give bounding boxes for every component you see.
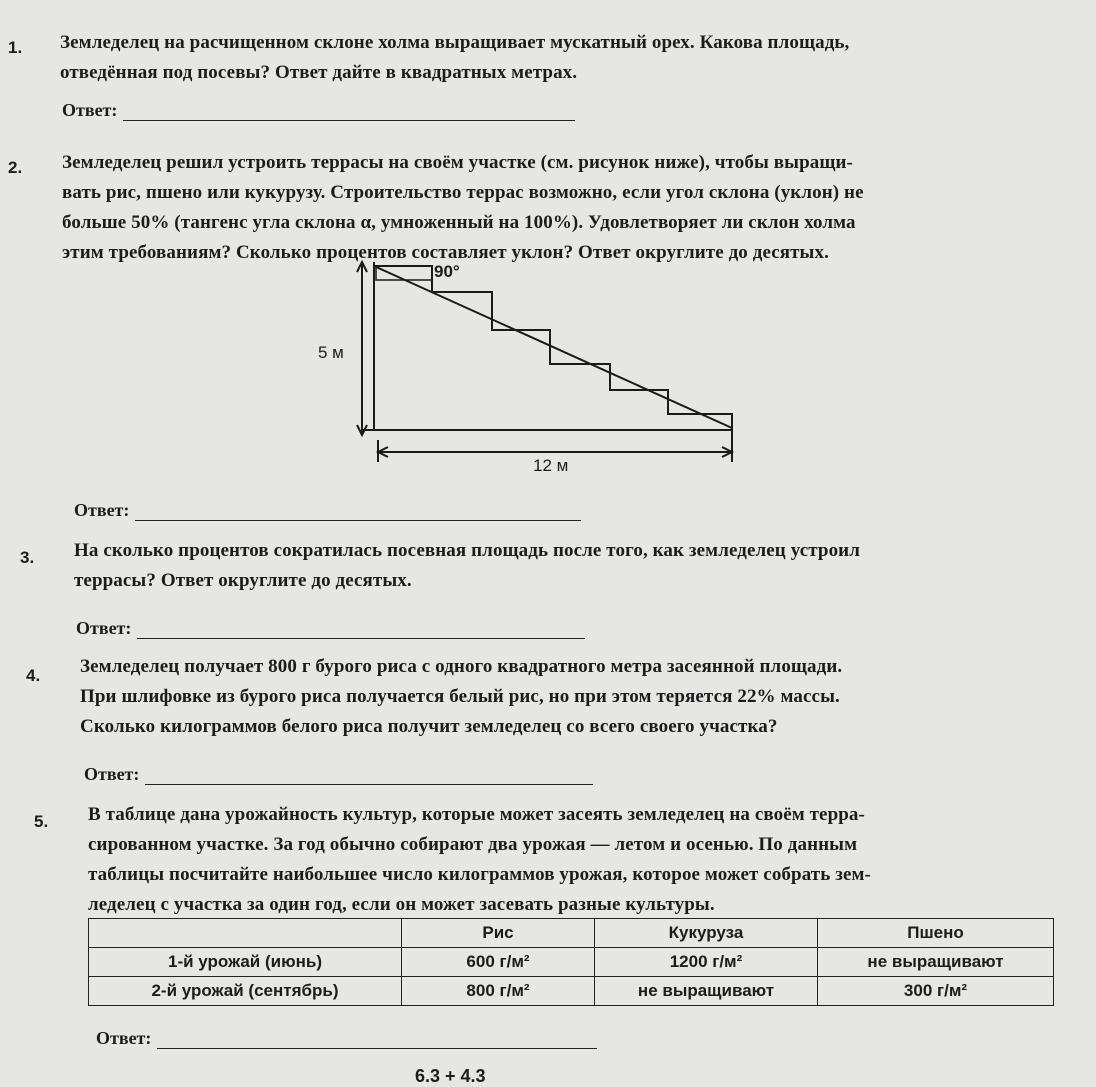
answer-row — [76, 618, 585, 639]
table-cell: 1200 г/м² — [595, 948, 818, 977]
task-line: В таблице дана урожайность культур, которые может засеять земледелец на своём терра- — [88, 804, 865, 825]
task-number: 4. — [26, 666, 41, 685]
page-footer: 6.3 + 4.3 — [415, 1066, 486, 1086]
answer-label: Ответ: — [84, 764, 140, 784]
task-number: 5. — [34, 812, 49, 831]
table-header: Кукуруза — [595, 919, 818, 948]
answer-row — [74, 500, 581, 521]
task-line: больше 50% (тангенс угла склона α, умноженный на 100%). Удовлетворяет ли склон холма — [62, 212, 856, 233]
task-line: На сколько процентов сократилась посевная площадь после того, как земледелец устроил — [74, 540, 860, 561]
task-line: вать рис, пшено или кукурузу. Строительство террас возможно, если угол склона (уклон) не — [62, 182, 864, 203]
table-cell: не выращивают — [818, 948, 1054, 977]
answer-field[interactable] — [137, 620, 585, 639]
task-line: террасы? Ответ округлите до десятых. — [74, 570, 412, 591]
task-number: 2. — [8, 158, 23, 177]
slope-line — [374, 266, 732, 428]
answer-row — [96, 1028, 597, 1049]
table-cell: не выращивают — [595, 977, 818, 1006]
table-header: Пшено — [818, 919, 1054, 948]
task-line: сированном участке. За год обычно собирают два урожая — летом и осенью. По данным — [88, 834, 858, 855]
task-line: леделец с участка за один год, если он может засевать разные культуры. — [88, 894, 715, 915]
answer-field[interactable] — [157, 1030, 597, 1049]
task-text — [74, 536, 860, 596]
table-row — [89, 948, 1054, 977]
task-line: этим требованиям? Сколько процентов составляет уклон? Ответ округлите до десятых. — [62, 242, 829, 263]
task-line: Земледелец получает 800 г бурого риса с одного квадратного метра засеянной площади. — [80, 656, 843, 677]
task-number: 3. — [20, 548, 35, 567]
task-line: При шлифовке из бурого риса получается белый рис, но при этом теряется 22% массы. — [80, 686, 840, 707]
task-line: Земледелец решил устроить террасы на своём участке (см. рисунок ниже), чтобы выращи- — [62, 152, 853, 173]
task-number: 1. — [8, 38, 23, 57]
table-header — [89, 919, 402, 948]
answer-label: Ответ: — [76, 618, 132, 638]
width-label: 12 м — [533, 456, 569, 475]
answer-field[interactable] — [145, 766, 593, 785]
table-cell: 800 г/м² — [402, 977, 595, 1006]
angle-label: 90° — [434, 262, 460, 281]
right-angle-marker — [376, 266, 432, 280]
table-cell: 2-й урожай (сентябрь) — [89, 977, 402, 1006]
task-line: Земледелец на расчищенном склоне холма выращивает мускатный орех. Какова площадь, — [60, 32, 850, 53]
task-line: таблицы посчитайте наибольшее число килограммов урожая, которое может собрать зем- — [88, 864, 871, 885]
task-text — [88, 800, 871, 920]
answer-field[interactable] — [135, 502, 581, 521]
answer-label: Ответ: — [74, 500, 130, 520]
answer-label: Ответ: — [62, 100, 118, 120]
height-label: 5 м — [318, 343, 344, 362]
task-line: Сколько килограммов белого риса получит земледелец со всего своего участка? — [80, 716, 778, 737]
table-cell: 1-й урожай (июнь) — [89, 948, 402, 977]
task-text — [80, 652, 842, 742]
answer-row — [84, 764, 593, 785]
table-cell: 600 г/м² — [402, 948, 595, 977]
table-header: Рис — [402, 919, 595, 948]
table-row — [89, 977, 1054, 1006]
answer-label: Ответ: — [96, 1028, 152, 1048]
table-header-row — [89, 919, 1054, 948]
task-line: отведённая под посевы? Ответ дайте в квадратных метрах. — [60, 62, 578, 83]
yield-table — [88, 918, 1054, 1006]
table-cell: 300 г/м² — [818, 977, 1054, 1006]
